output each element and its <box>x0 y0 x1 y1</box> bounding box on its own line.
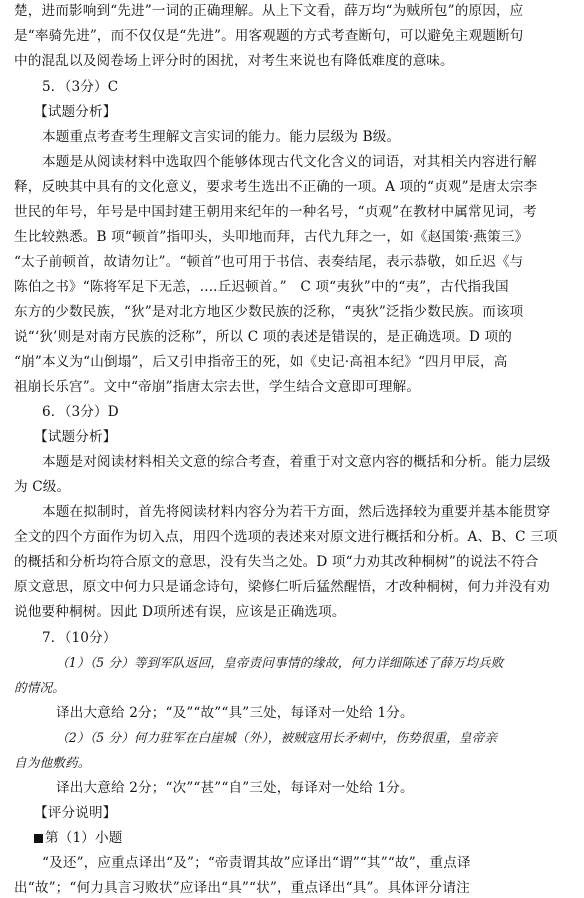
text-line-content: “崩”本义为“山倒塌”，后又引申指帝王的死，如《史记·高祖本纪》“四月甲辰，高 <box>14 354 508 370</box>
text-line <box>14 202 584 222</box>
text-line-content: 7．（10分） <box>42 630 117 646</box>
text-line <box>14 527 584 547</box>
text-line-content: 本题是对阅读材料相关文意的综合考查，着重于对文意内容的概括和分析。能力层级 <box>42 454 551 470</box>
text-line <box>42 127 584 147</box>
text-line-content: 祖崩长乐宫”。文中“帝崩”指唐太宗去世，学生结合文意即可理解。 <box>14 379 421 395</box>
text-line <box>14 878 584 898</box>
text-line-content: 本题是从阅读材料中选取四个能够体现古代文化含义的词语，对其相关内容进行解 <box>42 154 537 170</box>
text-line-content: 译出大意给 2分；“及”“故”“具”三处，每译对一处给 1分。 <box>56 705 414 721</box>
text-line-content: 世民的年号，年号是中国封建王朝用来纪年的一种名号，“贞观”在教材中属常见词，考 <box>14 204 537 220</box>
text-line <box>14 1 584 21</box>
text-line <box>34 102 584 122</box>
text-line <box>14 227 584 247</box>
text-line <box>14 552 584 572</box>
text-line <box>42 77 584 97</box>
text-line <box>34 803 584 823</box>
text-line-content: 【评分说明】 <box>34 805 117 821</box>
text-line-content: 释，反映其中具有的文化意义，要求考生选出不正确的一项。A 项的“贞观”是唐太宗李 <box>14 179 538 195</box>
text-line-content: 5．（3分）C <box>42 79 119 95</box>
text-line-content: 原文意思，原文中何力只是诵念诗句，梁修仁听后猛然醒悟，才改种桐树，何力并没有劝 <box>14 579 551 595</box>
text-line-content: “及还”，应重点译出“及”；“帝责谓其故”应译出“谓”“其”“故”，重点译 <box>42 855 471 871</box>
text-line-content: 中的混乱以及阅卷场上评分时的困扰，对考生来说也有降低难度的意味。 <box>14 53 454 69</box>
text-line <box>56 728 584 748</box>
text-line-content: 译出大意给 2分；“次”“甚”“自”三处，每译对一处给 1分。 <box>56 780 414 796</box>
text-line-content: 【试题分析】 <box>34 104 117 120</box>
text-line <box>42 628 584 648</box>
text-line-content: 东方的少数民族，“狄”是对北方地区少数民族的泛称，“夷狄”泛指少数民族。而该项 <box>14 304 524 320</box>
text-line-content: 楚，进而影响到“先进”一词的正确理解。从上下文看，薛万均“为贼所包”的原因，应 <box>14 3 524 19</box>
text-line <box>14 678 584 698</box>
text-line-content: 本题重点考查考生理解文言实词的能力。能力层级为 B级。 <box>42 129 401 145</box>
text-line <box>14 327 584 347</box>
text-line-content: “太子前顿首，故请勿让”。“顿首”也可用于书信、表奏结尾，表示恭敬，如丘迟《与 <box>14 254 524 270</box>
text-line-content: （1）（5 分）等到军队返回，皇帝责问事情的缘故，何力详细陈述了薛万均兵败 <box>56 655 504 670</box>
text-line <box>56 653 584 673</box>
text-line-content: 【试题分析】 <box>34 429 117 445</box>
text-line <box>14 477 584 497</box>
text-line <box>14 302 584 322</box>
text-line <box>42 502 584 522</box>
text-line-content: 为 C级。 <box>14 479 71 495</box>
text-line <box>14 602 584 622</box>
text-line <box>14 252 584 272</box>
text-line <box>42 853 584 873</box>
text-line <box>14 577 584 597</box>
text-line-content: 本题在拟制时，首先将阅读材料内容分为若干方面，然后选择较为重要并基本能贯穿 <box>42 504 551 520</box>
text-line-content: 第（1）小题 <box>45 830 123 846</box>
text-line <box>14 277 584 297</box>
text-line <box>42 402 584 422</box>
text-line <box>14 377 584 397</box>
text-line <box>42 452 584 472</box>
text-line-content: 全文的四个方面作为切入点，用四个选项的表述来对原文进行概括和分析。A、B、C 三项 <box>14 529 558 545</box>
text-line-content: 陈伯之书》“陈将军足下无恙，....丘迟顿首。” C 项“夷狄”中的“夷”，古代指我国 <box>14 279 509 295</box>
text-line-content: （2）（5 分）何力驻军在白崖城（外），被贼寇用长矛刺中，伤势很重，皇帝亲 <box>56 730 498 745</box>
text-line <box>42 152 584 172</box>
text-line <box>14 753 584 773</box>
text-line-content: 6．（3分）D <box>42 404 119 420</box>
text-line-content: 自为他敷药。 <box>14 755 91 770</box>
text-line <box>14 352 584 372</box>
text-line-content: 说他要种桐树。因此 D项所述有误，应该是正确选项。 <box>14 604 346 620</box>
text-line <box>34 427 584 447</box>
text-line-content: 出“故”；“何力具言习败状”应译出“具”“状”，重点译出“具”。具体评分请注 <box>14 880 470 896</box>
text-line <box>14 51 584 71</box>
text-line-content: 的情况。 <box>14 680 65 695</box>
text-line-content: 是“率骑先进”，而不仅仅是“先进”。用客观题的方式考查断句，可以避免主观题断句 <box>14 28 524 44</box>
square-bullet-icon <box>34 834 43 843</box>
text-line <box>14 177 584 197</box>
text-line <box>14 26 584 46</box>
text-line <box>56 778 584 798</box>
text-line <box>34 828 584 848</box>
text-line-content: 生比较熟悉。B 项“顿首”指叩头，头叩地而拜，古代九拜之一，如《赵国策·燕策三》 <box>14 229 529 245</box>
text-line-content: 的概括和分析均符合原文的意思，没有失当之处。D 项“力劝其改种桐树”的说法不符合 <box>14 554 539 570</box>
text-line <box>56 703 584 723</box>
text-line-content: 说“‘狄’则是对南方民族的泛称”，所以 C 项的表述是错误的，是正确选项。D 项的 <box>14 329 512 345</box>
